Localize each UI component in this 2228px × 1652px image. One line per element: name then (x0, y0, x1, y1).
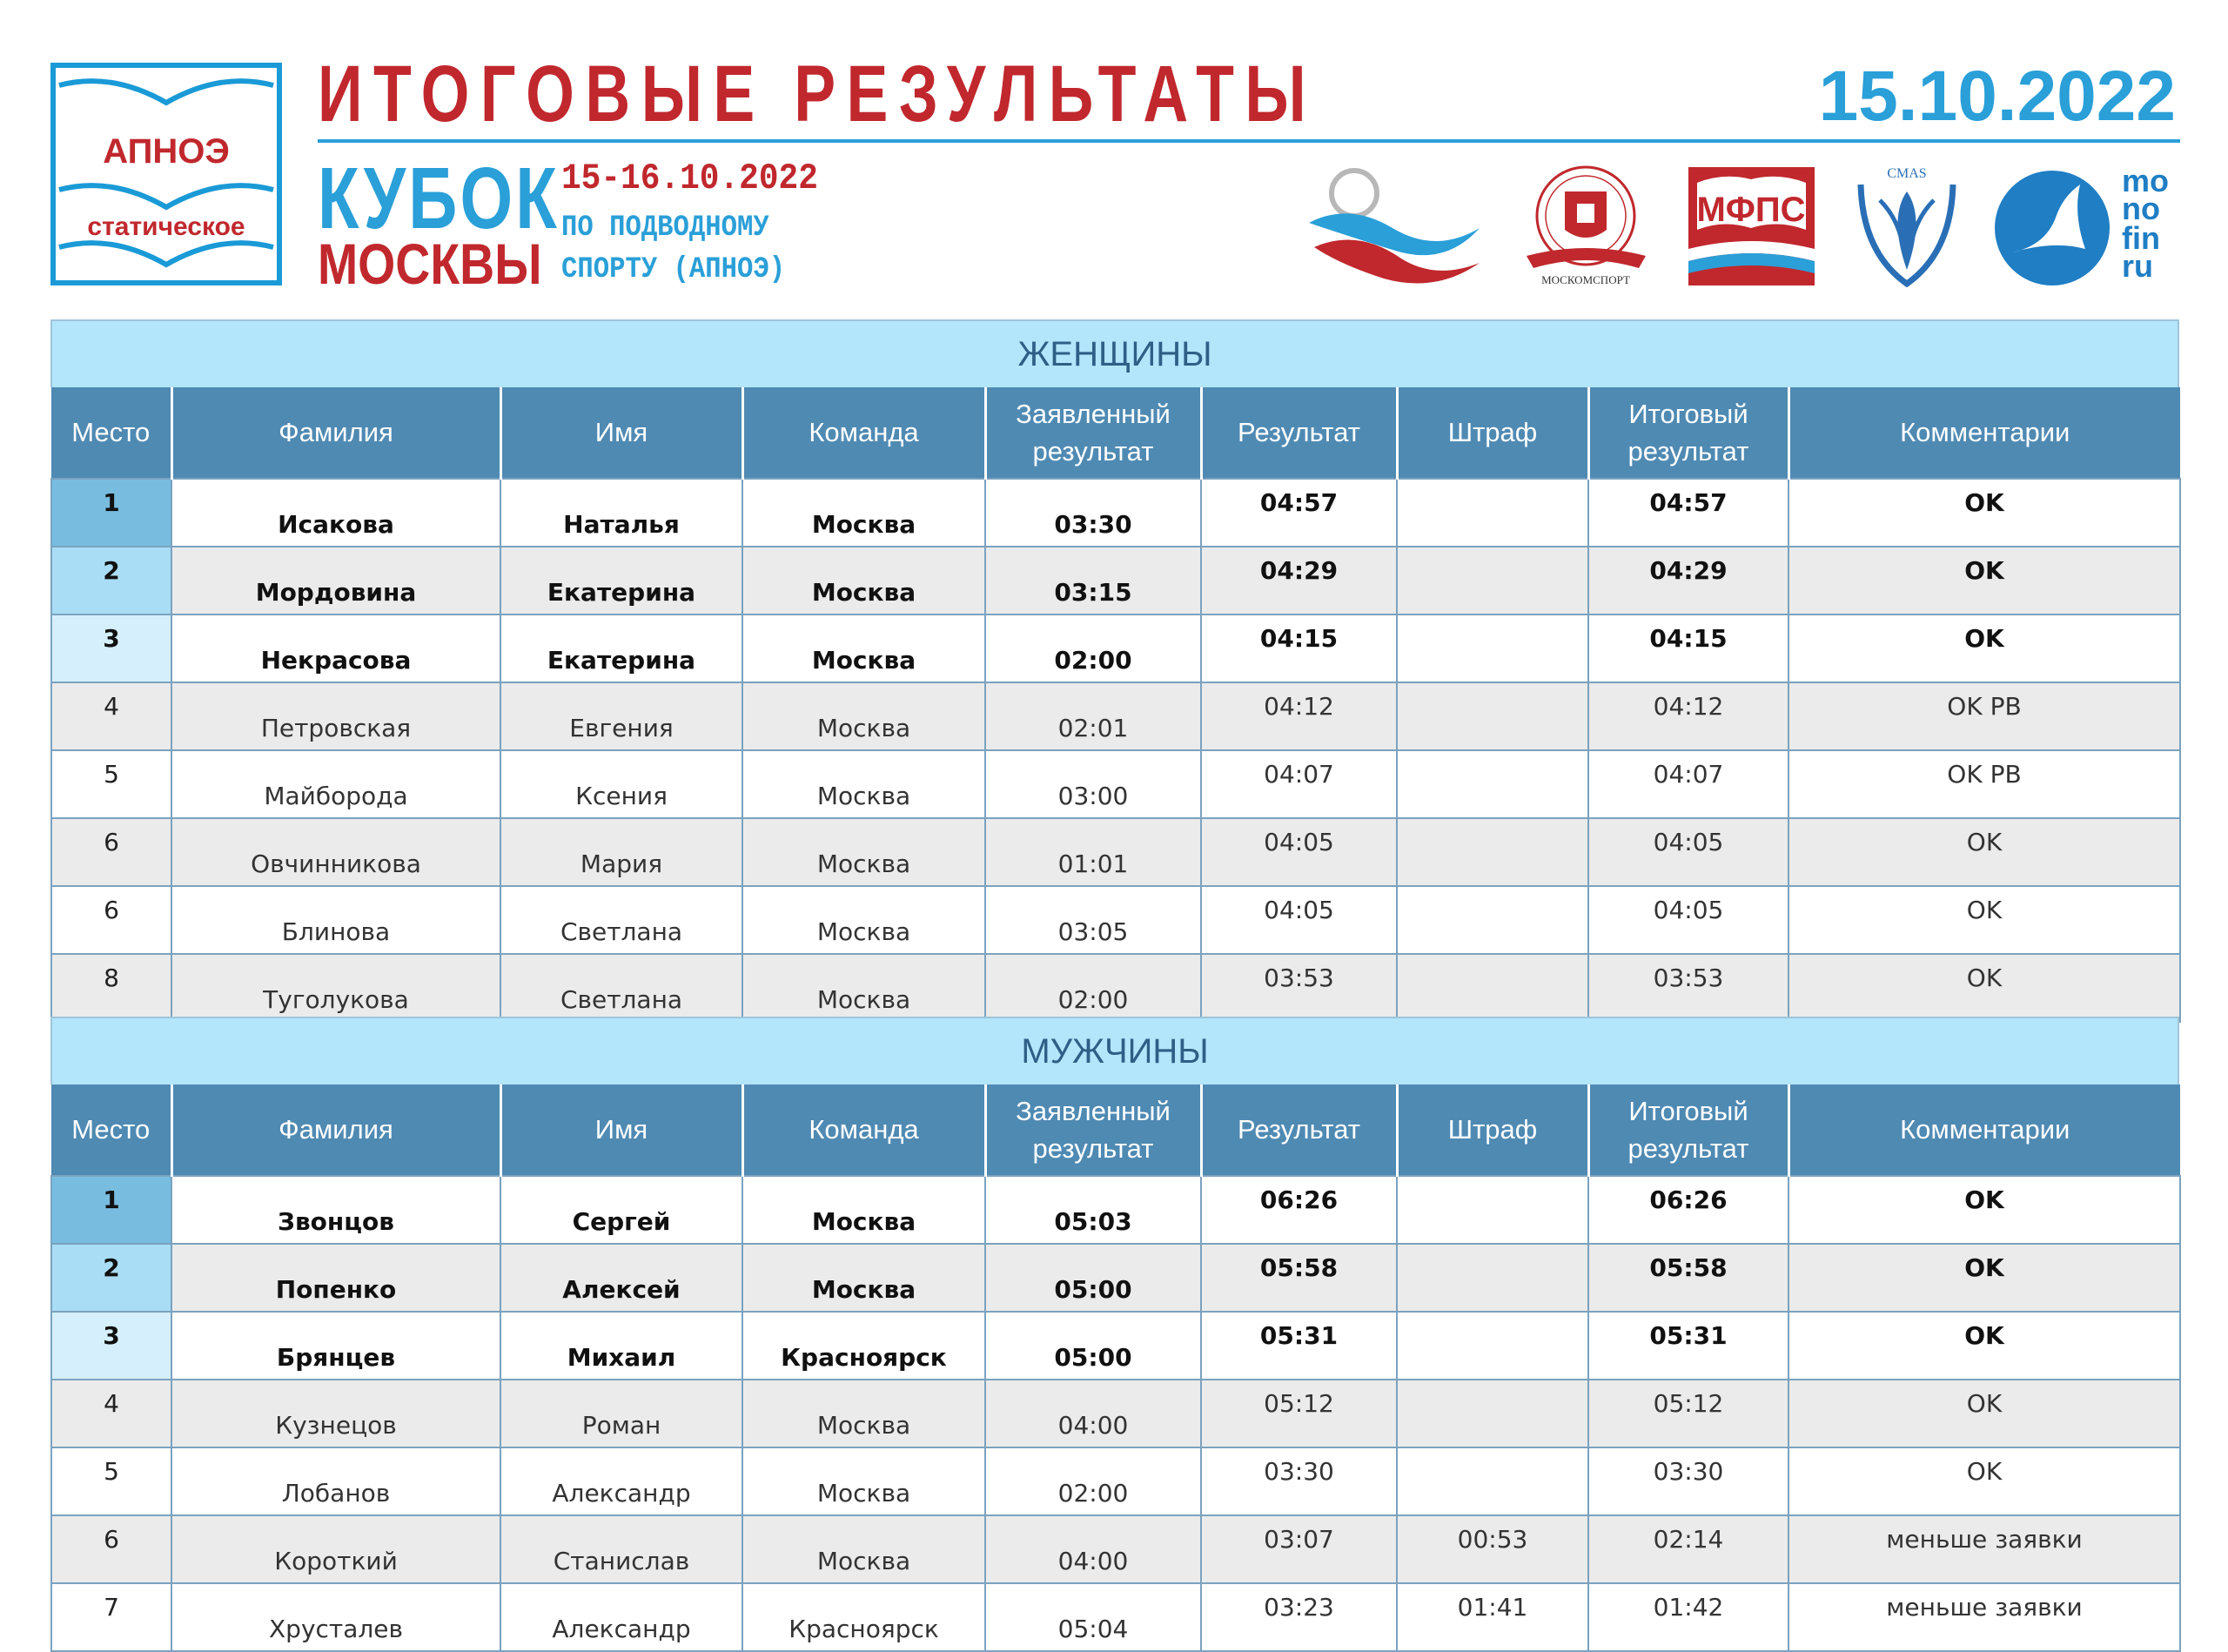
comment-cell: OK (1788, 1176, 2180, 1244)
declared-result-cell: 02:00 (985, 1447, 1201, 1515)
comment-cell: OK (1788, 886, 2180, 954)
place-cell: 3 (51, 1312, 171, 1380)
declared-result-cell: 03:15 (985, 547, 1201, 614)
table-row (51, 547, 2180, 614)
final-result-cell: 02:14 (1588, 1515, 1788, 1583)
col-comment: Комментарии (1788, 387, 2180, 479)
surname-cell: Туголукова (171, 954, 500, 1022)
table-row (51, 1244, 2180, 1312)
surname-cell: Майборода (171, 750, 500, 818)
col-surname: Фамилия (171, 387, 500, 479)
comment-cell: OK (1788, 1447, 2180, 1515)
surname-cell: Овчинникова (171, 818, 500, 886)
cmas-logo (1854, 165, 1960, 287)
table-row (51, 682, 2180, 750)
place-cell: 2 (51, 547, 171, 614)
monofin-text-1: mo (2122, 165, 2169, 198)
team-cell: Москва (742, 1380, 985, 1447)
name-cell: Мария (500, 818, 742, 886)
final-result-cell: 04:29 (1588, 547, 1788, 614)
team-cell: Москва (742, 886, 985, 954)
cup-title-line2: МОСКВЫ (318, 232, 542, 296)
men-results-table (50, 1085, 2181, 1652)
men-section (50, 1017, 2179, 1652)
declared-result-cell: 03:30 (985, 479, 1201, 547)
table-row (51, 1176, 2180, 1244)
col-name: Имя (500, 1085, 742, 1176)
surname-cell: Хрусталев (171, 1583, 500, 1651)
final-result-cell: 01:42 (1588, 1583, 1788, 1651)
col-team: Команда (742, 387, 985, 479)
declared-result-cell: 05:04 (985, 1583, 1201, 1651)
table-row (51, 1312, 2180, 1380)
event-subtitle-line1: ПО ПОДВОДНОМУ (561, 212, 769, 245)
team-cell: Москва (742, 818, 985, 886)
team-cell: Москва (742, 750, 985, 818)
place-cell: 2 (51, 1244, 171, 1312)
result-cell: 04:12 (1201, 682, 1397, 750)
col-team: Команда (742, 1085, 985, 1176)
team-cell: Москва (742, 1244, 985, 1312)
penalty-cell (1397, 818, 1588, 886)
cup-title-line1: КУБОК (318, 150, 560, 247)
comment-cell: OK PB (1788, 750, 2180, 818)
result-cell: 03:07 (1201, 1515, 1397, 1583)
penalty-cell (1397, 614, 1588, 682)
table-row (51, 886, 2180, 954)
col-final: Итоговый результат (1588, 387, 1788, 479)
declared-result-cell: 03:05 (985, 886, 1201, 954)
place-cell: 4 (51, 682, 171, 750)
comment-cell: OK (1788, 818, 2180, 886)
event-subtitle-line2: СПОРТУ (АПНОЭ) (561, 253, 786, 286)
book-icon (56, 68, 277, 280)
team-cell: Москва (742, 682, 985, 750)
declared-result-cell: 03:00 (985, 750, 1201, 818)
final-result-cell: 04:15 (1588, 614, 1788, 682)
penalty-cell (1397, 682, 1588, 750)
penalty-cell: 00:53 (1397, 1515, 1588, 1583)
final-result-cell: 03:53 (1588, 954, 1788, 1022)
name-cell: Светлана (500, 954, 742, 1022)
final-result-cell: 05:31 (1588, 1312, 1788, 1380)
table-row (51, 479, 2180, 547)
table-row (51, 954, 2180, 1022)
team-cell: Красноярск (742, 1312, 985, 1380)
place-cell: 1 (51, 1176, 171, 1244)
col-penalty: Штраф (1397, 1085, 1588, 1176)
comment-cell: OK (1788, 1312, 2180, 1380)
penalty-cell (1397, 1447, 1588, 1515)
header-divider (318, 139, 2180, 143)
women-results-table (50, 387, 2181, 1023)
place-cell: 5 (51, 1447, 171, 1515)
penalty-cell (1397, 886, 1588, 954)
penalty-cell (1397, 1312, 1588, 1380)
team-cell: Москва (742, 954, 985, 1022)
name-cell: Светлана (500, 886, 742, 954)
comment-cell: меньше заявки (1788, 1583, 2180, 1651)
final-result-cell: 03:30 (1588, 1447, 1788, 1515)
team-cell: Москва (742, 479, 985, 547)
table-row (51, 1380, 2180, 1447)
declared-result-cell: 05:00 (985, 1312, 1201, 1380)
comment-cell: OK (1788, 1380, 2180, 1447)
surname-cell: Лобанов (171, 1447, 500, 1515)
penalty-cell (1397, 479, 1588, 547)
team-cell: Москва (742, 1447, 985, 1515)
place-cell: 8 (51, 954, 171, 1022)
name-cell: Александр (500, 1583, 742, 1651)
place-cell: 6 (51, 818, 171, 886)
apnea-static-badge (50, 63, 282, 285)
surname-cell: Петровская (171, 682, 500, 750)
moskomsport-logo (1523, 165, 1649, 287)
cmas-text: CMAS (1887, 166, 1927, 181)
penalty-cell (1397, 547, 1588, 614)
comment-cell: OK (1788, 1244, 2180, 1312)
col-result: Результат (1201, 1085, 1397, 1176)
moskomsport-caption: МОСКОМСПОРТ (1541, 273, 1630, 286)
penalty-cell (1397, 1380, 1588, 1447)
declared-result-cell: 02:01 (985, 682, 1201, 750)
place-cell: 6 (51, 1515, 171, 1583)
surname-cell: Брянцев (171, 1312, 500, 1380)
name-cell: Евгения (500, 682, 742, 750)
col-comment: Комментарии (1788, 1085, 2180, 1176)
women-header-row (51, 387, 2180, 479)
name-cell: Станислав (500, 1515, 742, 1583)
result-cell: 04:05 (1201, 886, 1397, 954)
team-cell: Красноярск (742, 1583, 985, 1651)
penalty-cell (1397, 750, 1588, 818)
surname-cell: Блинова (171, 886, 500, 954)
surname-cell: Попенко (171, 1244, 500, 1312)
col-declared: Заявленный результат (985, 1085, 1201, 1176)
table-row (51, 1447, 2180, 1515)
comment-cell: OK (1788, 479, 2180, 547)
place-cell: 3 (51, 614, 171, 682)
table-row (51, 614, 2180, 682)
comment-cell: OK (1788, 614, 2180, 682)
surname-cell: Кузнецов (171, 1380, 500, 1447)
comment-cell: меньше заявки (1788, 1515, 2180, 1583)
comment-cell: OK (1788, 954, 2180, 1022)
result-cell: 05:58 (1201, 1244, 1397, 1312)
name-cell: Наталья (500, 479, 742, 547)
declared-result-cell: 05:03 (985, 1176, 1201, 1244)
final-result-cell: 04:12 (1588, 682, 1788, 750)
mfps-text: МФПС (1696, 191, 1806, 229)
results-date: 15.10.2022 (1818, 57, 2176, 136)
surname-cell: Звонцов (171, 1176, 500, 1244)
name-cell: Ксения (500, 750, 742, 818)
event-dates: 15-16.10.2022 (561, 158, 818, 199)
penalty-cell (1397, 1244, 1588, 1312)
result-cell: 06:26 (1201, 1176, 1397, 1244)
name-cell: Екатерина (500, 547, 742, 614)
surname-cell: Некрасова (171, 614, 500, 682)
col-surname: Фамилия (171, 1085, 500, 1176)
women-title: ЖЕНЩИНЫ (50, 319, 2179, 387)
result-cell: 05:31 (1201, 1312, 1397, 1380)
final-result-cell: 04:05 (1588, 886, 1788, 954)
col-place: Место (51, 387, 171, 479)
final-result-cell: 06:26 (1588, 1176, 1788, 1244)
col-penalty: Штраф (1397, 387, 1588, 479)
result-cell: 04:07 (1201, 750, 1397, 818)
swim-federation-logo (1305, 167, 1484, 289)
table-row (51, 750, 2180, 818)
team-cell: Москва (742, 1515, 985, 1583)
badge-title: АПНОЭ (103, 132, 230, 171)
monofin-logo (1993, 165, 2180, 287)
name-cell: Сергей (500, 1176, 742, 1244)
name-cell: Екатерина (500, 614, 742, 682)
monofin-text-2: no (2122, 191, 2160, 226)
surname-cell: Короткий (171, 1515, 500, 1583)
col-name: Имя (500, 387, 742, 479)
declared-result-cell: 02:00 (985, 954, 1201, 1022)
result-cell: 04:05 (1201, 818, 1397, 886)
final-result-cell: 05:58 (1588, 1244, 1788, 1312)
place-cell: 1 (51, 479, 171, 547)
team-cell: Москва (742, 1176, 985, 1244)
final-result-cell: 05:12 (1588, 1380, 1788, 1447)
result-cell: 03:30 (1201, 1447, 1397, 1515)
table-row (51, 818, 2180, 886)
place-cell: 5 (51, 750, 171, 818)
declared-result-cell: 02:00 (985, 614, 1201, 682)
penalty-cell: 01:41 (1397, 1583, 1588, 1651)
penalty-cell (1397, 1176, 1588, 1244)
men-header-row (51, 1085, 2180, 1176)
place-cell: 6 (51, 886, 171, 954)
result-cell: 05:12 (1201, 1380, 1397, 1447)
place-cell: 7 (51, 1583, 171, 1651)
col-result: Результат (1201, 387, 1397, 479)
team-cell: Москва (742, 614, 985, 682)
men-title: МУЖЧИНЫ (50, 1017, 2179, 1085)
final-result-cell: 04:05 (1588, 818, 1788, 886)
monofin-text-4: ru (2122, 248, 2153, 284)
page-title: ИТОГОВЫЕ РЕЗУЛЬТАТЫ (318, 50, 1318, 138)
declared-result-cell: 04:00 (985, 1380, 1201, 1447)
declared-result-cell: 05:00 (985, 1244, 1201, 1312)
col-declared: Заявленный результат (985, 387, 1201, 479)
comment-cell: OK (1788, 547, 2180, 614)
monofin-text-3: fin (2122, 220, 2160, 256)
penalty-cell (1397, 954, 1588, 1022)
final-result-cell: 04:07 (1588, 750, 1788, 818)
result-cell: 04:29 (1201, 547, 1397, 614)
result-cell: 03:23 (1201, 1583, 1397, 1651)
name-cell: Александр (500, 1447, 742, 1515)
col-place: Место (51, 1085, 171, 1176)
result-cell: 04:15 (1201, 614, 1397, 682)
surname-cell: Исакова (171, 479, 500, 547)
place-cell: 4 (51, 1380, 171, 1447)
name-cell: Алексей (500, 1244, 742, 1312)
result-cell: 03:53 (1201, 954, 1397, 1022)
table-row (51, 1515, 2180, 1583)
comment-cell: OK PB (1788, 682, 2180, 750)
declared-result-cell: 04:00 (985, 1515, 1201, 1583)
team-cell: Москва (742, 547, 985, 614)
badge-subtitle: статическое (87, 212, 245, 241)
final-result-cell: 04:57 (1588, 479, 1788, 547)
result-cell: 04:57 (1201, 479, 1397, 547)
name-cell: Роман (500, 1380, 742, 1447)
name-cell: Михаил (500, 1312, 742, 1380)
col-final: Итоговый результат (1588, 1085, 1788, 1176)
table-row (51, 1583, 2180, 1651)
mfps-logo (1688, 167, 1815, 285)
women-section (50, 319, 2179, 1023)
declared-result-cell: 01:01 (985, 818, 1201, 886)
surname-cell: Мордовина (171, 547, 500, 614)
